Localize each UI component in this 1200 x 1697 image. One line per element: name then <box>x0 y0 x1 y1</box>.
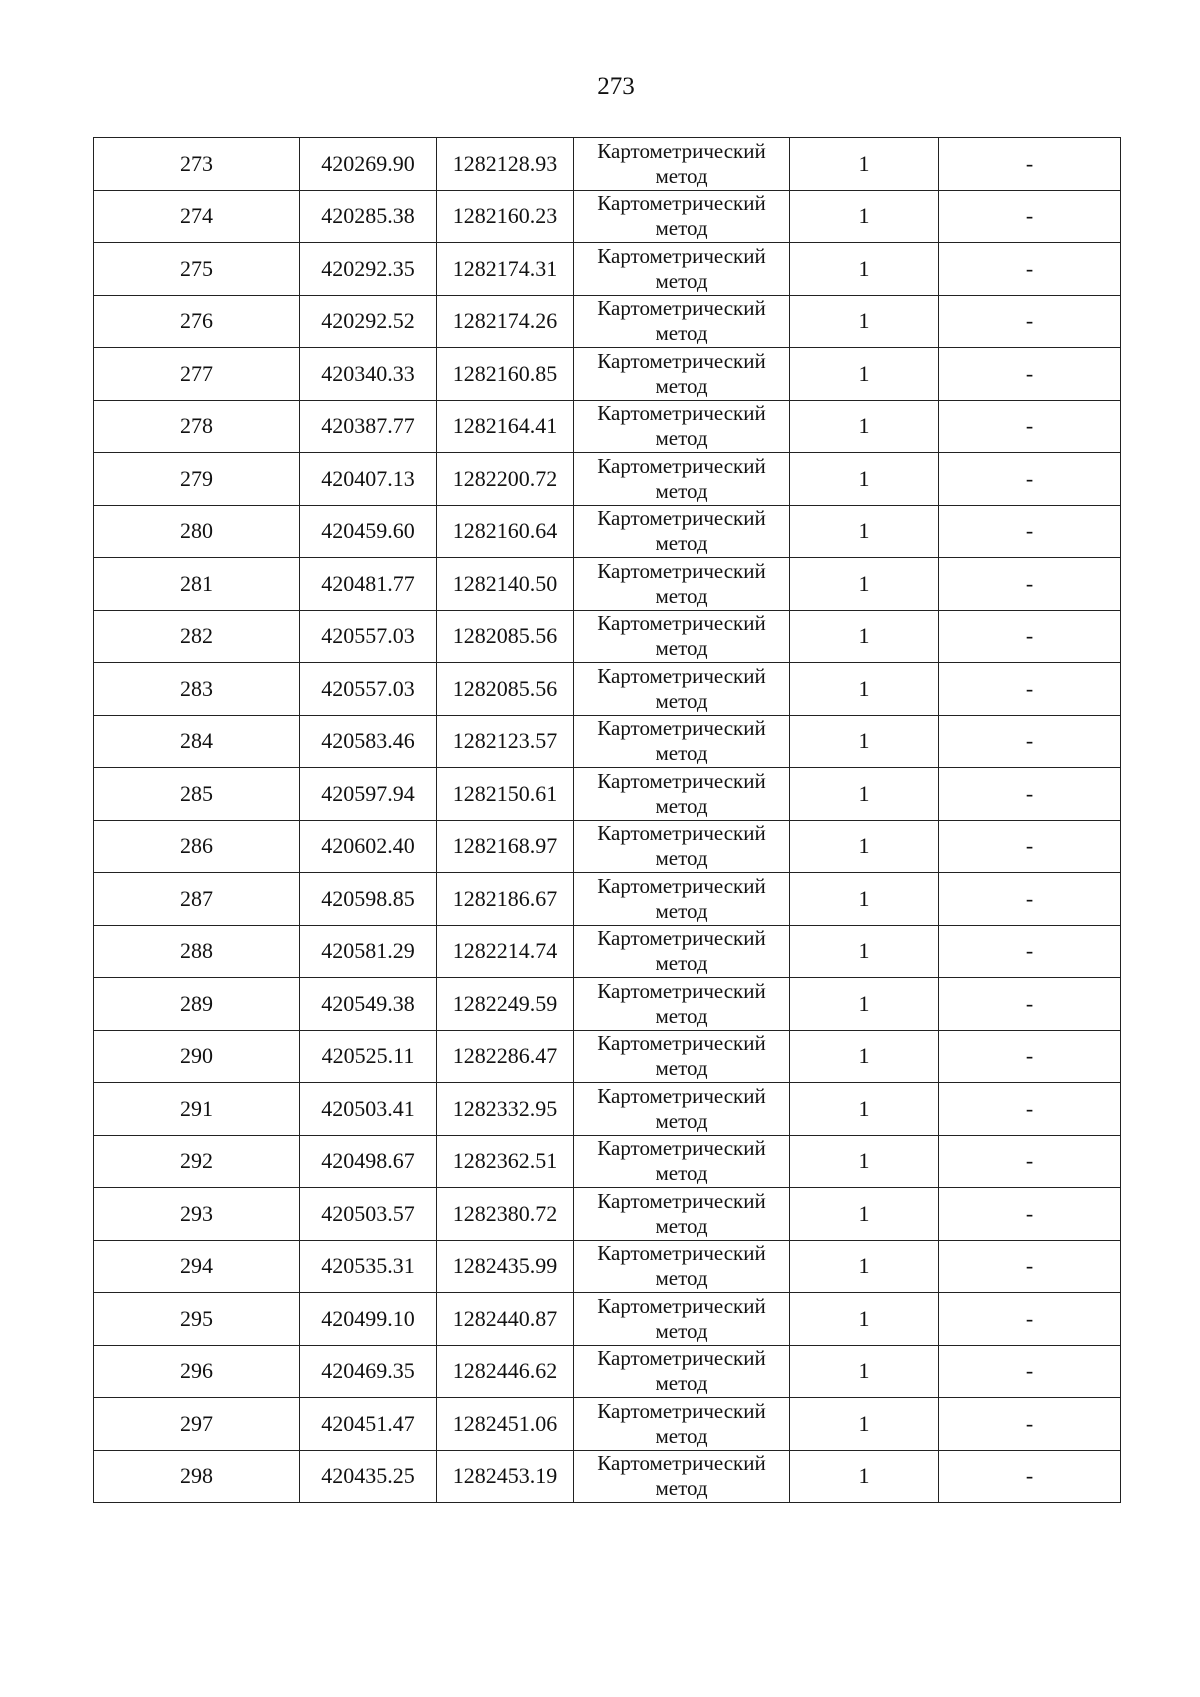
x-coordinate-cell: 420503.57 <box>300 1188 437 1241</box>
description-cell: - <box>939 715 1121 768</box>
method-text: метод <box>655 1476 708 1501</box>
method-text: метод <box>655 846 708 871</box>
table-row <box>94 400 1121 453</box>
method-text: метод <box>655 1266 708 1291</box>
method-text: Картометрический <box>597 821 766 846</box>
accuracy-cell: 1 <box>790 138 939 191</box>
table-row <box>94 1293 1121 1346</box>
point-number-cell: 286 <box>94 820 300 873</box>
y-coordinate-cell: 1282440.87 <box>437 1293 574 1346</box>
method-cell <box>574 1398 790 1451</box>
method-text: Картометрический <box>597 926 766 951</box>
method-text: метод <box>655 688 708 713</box>
method-text: Картометрический <box>597 453 766 478</box>
accuracy-cell: 1 <box>790 295 939 348</box>
x-coordinate-cell: 420535.31 <box>300 1240 437 1293</box>
description-cell: - <box>939 505 1121 558</box>
method-cell <box>574 1188 790 1241</box>
point-number-cell: 278 <box>94 400 300 453</box>
y-coordinate-cell: 1282249.59 <box>437 978 574 1031</box>
y-coordinate-cell: 1282174.26 <box>437 295 574 348</box>
method-text: метод <box>655 163 708 188</box>
method-cell <box>574 138 790 191</box>
description-cell: - <box>939 820 1121 873</box>
table-row <box>94 1188 1121 1241</box>
table-row <box>94 1450 1121 1503</box>
accuracy-cell: 1 <box>790 1030 939 1083</box>
point-number-cell: 274 <box>94 190 300 243</box>
table-row <box>94 505 1121 558</box>
point-number-cell: 277 <box>94 348 300 401</box>
table-row <box>94 1030 1121 1083</box>
method-text: метод <box>655 321 708 346</box>
table-row <box>94 978 1121 1031</box>
point-number-cell: 284 <box>94 715 300 768</box>
method-text: Картометрический <box>597 401 766 426</box>
y-coordinate-cell: 1282380.72 <box>437 1188 574 1241</box>
x-coordinate-cell: 420285.38 <box>300 190 437 243</box>
x-coordinate-cell: 420581.29 <box>300 925 437 978</box>
method-text: метод <box>655 1213 708 1238</box>
method-text: метод <box>655 1161 708 1186</box>
x-coordinate-cell: 420459.60 <box>300 505 437 558</box>
accuracy-cell: 1 <box>790 400 939 453</box>
method-text: метод <box>655 1318 708 1343</box>
table-row <box>94 1345 1121 1398</box>
method-cell <box>574 1135 790 1188</box>
point-number-cell: 273 <box>94 138 300 191</box>
table-row <box>94 295 1121 348</box>
description-cell: - <box>939 243 1121 296</box>
page-number: 273 <box>597 73 635 100</box>
table-row <box>94 243 1121 296</box>
x-coordinate-cell: 420583.46 <box>300 715 437 768</box>
method-cell <box>574 295 790 348</box>
description-cell: - <box>939 1188 1121 1241</box>
y-coordinate-cell: 1282362.51 <box>437 1135 574 1188</box>
accuracy-cell: 1 <box>790 1398 939 1451</box>
point-number-cell: 291 <box>94 1083 300 1136</box>
accuracy-cell: 1 <box>790 1135 939 1188</box>
method-text: метод <box>655 373 708 398</box>
x-coordinate-cell: 420387.77 <box>300 400 437 453</box>
point-number-cell: 275 <box>94 243 300 296</box>
method-text: Картометрический <box>597 348 766 373</box>
method-cell <box>574 243 790 296</box>
method-cell <box>574 663 790 716</box>
method-cell <box>574 505 790 558</box>
point-number-cell: 295 <box>94 1293 300 1346</box>
description-cell: - <box>939 1450 1121 1503</box>
method-text: Картометрический <box>597 1083 766 1108</box>
accuracy-cell: 1 <box>790 610 939 663</box>
accuracy-cell: 1 <box>790 925 939 978</box>
y-coordinate-cell: 1282160.85 <box>437 348 574 401</box>
accuracy-cell: 1 <box>790 453 939 506</box>
x-coordinate-cell: 420269.90 <box>300 138 437 191</box>
method-text: Картометрический <box>597 768 766 793</box>
method-text: Картометрический <box>597 1188 766 1213</box>
description-cell: - <box>939 663 1121 716</box>
method-text: метод <box>655 426 708 451</box>
point-number-cell: 297 <box>94 1398 300 1451</box>
method-text: метод <box>655 531 708 556</box>
method-text: метод <box>655 951 708 976</box>
method-cell <box>574 978 790 1031</box>
description-cell: - <box>939 348 1121 401</box>
accuracy-cell: 1 <box>790 1083 939 1136</box>
method-text: Картометрический <box>597 506 766 531</box>
method-text: Картометрический <box>597 558 766 583</box>
description-cell: - <box>939 138 1121 191</box>
accuracy-cell: 1 <box>790 873 939 926</box>
method-cell <box>574 558 790 611</box>
x-coordinate-cell: 420451.47 <box>300 1398 437 1451</box>
table-row <box>94 610 1121 663</box>
method-text: Картометрический <box>597 1398 766 1423</box>
accuracy-cell: 1 <box>790 243 939 296</box>
description-cell: - <box>939 1345 1121 1398</box>
description-cell: - <box>939 1135 1121 1188</box>
point-number-cell: 292 <box>94 1135 300 1188</box>
point-number-cell: 276 <box>94 295 300 348</box>
description-cell: - <box>939 1398 1121 1451</box>
method-text: Картометрический <box>597 1451 766 1476</box>
method-text: Картометрический <box>597 1241 766 1266</box>
x-coordinate-cell: 420292.35 <box>300 243 437 296</box>
y-coordinate-cell: 1282123.57 <box>437 715 574 768</box>
method-cell <box>574 768 790 821</box>
table-row <box>94 1240 1121 1293</box>
accuracy-cell: 1 <box>790 505 939 558</box>
method-text: метод <box>655 1371 708 1396</box>
table-row <box>94 925 1121 978</box>
description-cell: - <box>939 978 1121 1031</box>
method-cell <box>574 873 790 926</box>
description-cell: - <box>939 1083 1121 1136</box>
method-text: Картометрический <box>597 1346 766 1371</box>
method-text: метод <box>655 636 708 661</box>
method-cell <box>574 190 790 243</box>
description-cell: - <box>939 925 1121 978</box>
method-cell <box>574 1030 790 1083</box>
point-number-cell: 288 <box>94 925 300 978</box>
y-coordinate-cell: 1282286.47 <box>437 1030 574 1083</box>
y-coordinate-cell: 1282200.72 <box>437 453 574 506</box>
y-coordinate-cell: 1282085.56 <box>437 610 574 663</box>
point-number-cell: 279 <box>94 453 300 506</box>
accuracy-cell: 1 <box>790 1293 939 1346</box>
x-coordinate-cell: 420557.03 <box>300 610 437 663</box>
method-cell <box>574 400 790 453</box>
description-cell: - <box>939 295 1121 348</box>
y-coordinate-cell: 1282160.64 <box>437 505 574 558</box>
y-coordinate-cell: 1282332.95 <box>437 1083 574 1136</box>
method-text: Картометрический <box>597 716 766 741</box>
y-coordinate-cell: 1282451.06 <box>437 1398 574 1451</box>
method-text: метод <box>655 268 708 293</box>
x-coordinate-cell: 420503.41 <box>300 1083 437 1136</box>
method-text: Картометрический <box>597 1293 766 1318</box>
y-coordinate-cell: 1282453.19 <box>437 1450 574 1503</box>
method-text: метод <box>655 478 708 503</box>
x-coordinate-cell: 420498.67 <box>300 1135 437 1188</box>
table-row <box>94 1083 1121 1136</box>
accuracy-cell: 1 <box>790 663 939 716</box>
description-cell: - <box>939 610 1121 663</box>
point-number-cell: 282 <box>94 610 300 663</box>
description-cell: - <box>939 1293 1121 1346</box>
accuracy-cell: 1 <box>790 768 939 821</box>
description-cell: - <box>939 873 1121 926</box>
point-number-cell: 287 <box>94 873 300 926</box>
x-coordinate-cell: 420407.13 <box>300 453 437 506</box>
point-number-cell: 293 <box>94 1188 300 1241</box>
x-coordinate-cell: 420557.03 <box>300 663 437 716</box>
method-cell <box>574 925 790 978</box>
method-text: Картометрический <box>597 138 766 163</box>
description-cell: - <box>939 558 1121 611</box>
accuracy-cell: 1 <box>790 820 939 873</box>
accuracy-cell: 1 <box>790 715 939 768</box>
method-cell <box>574 1293 790 1346</box>
method-text: метод <box>655 1003 708 1028</box>
method-cell <box>574 610 790 663</box>
method-text: метод <box>655 216 708 241</box>
y-coordinate-cell: 1282160.23 <box>437 190 574 243</box>
accuracy-cell: 1 <box>790 1240 939 1293</box>
description-cell: - <box>939 453 1121 506</box>
method-text: метод <box>655 1056 708 1081</box>
table-row <box>94 820 1121 873</box>
accuracy-cell: 1 <box>790 348 939 401</box>
method-text: метод <box>655 583 708 608</box>
accuracy-cell: 1 <box>790 1450 939 1503</box>
y-coordinate-cell: 1282150.61 <box>437 768 574 821</box>
table-row <box>94 190 1121 243</box>
method-text: Картометрический <box>597 243 766 268</box>
accuracy-cell: 1 <box>790 1345 939 1398</box>
method-text: Картометрический <box>597 191 766 216</box>
description-cell: - <box>939 400 1121 453</box>
method-cell <box>574 715 790 768</box>
method-text: Картометрический <box>597 611 766 636</box>
method-cell <box>574 453 790 506</box>
table-row <box>94 348 1121 401</box>
point-number-cell: 298 <box>94 1450 300 1503</box>
description-cell: - <box>939 190 1121 243</box>
x-coordinate-cell: 420435.25 <box>300 1450 437 1503</box>
point-number-cell: 294 <box>94 1240 300 1293</box>
y-coordinate-cell: 1282435.99 <box>437 1240 574 1293</box>
table-row <box>94 1398 1121 1451</box>
accuracy-cell: 1 <box>790 978 939 1031</box>
y-coordinate-cell: 1282085.56 <box>437 663 574 716</box>
method-cell <box>574 820 790 873</box>
method-cell <box>574 1240 790 1293</box>
y-coordinate-cell: 1282214.74 <box>437 925 574 978</box>
table-row <box>94 138 1121 191</box>
x-coordinate-cell: 420602.40 <box>300 820 437 873</box>
x-coordinate-cell: 420481.77 <box>300 558 437 611</box>
method-cell <box>574 348 790 401</box>
x-coordinate-cell: 420549.38 <box>300 978 437 1031</box>
accuracy-cell: 1 <box>790 558 939 611</box>
point-number-cell: 285 <box>94 768 300 821</box>
accuracy-cell: 1 <box>790 190 939 243</box>
description-cell: - <box>939 1030 1121 1083</box>
coordinates-table <box>93 137 1121 1503</box>
y-coordinate-cell: 1282164.41 <box>437 400 574 453</box>
x-coordinate-cell: 420292.52 <box>300 295 437 348</box>
table-row <box>94 873 1121 926</box>
table-row <box>94 715 1121 768</box>
point-number-cell: 296 <box>94 1345 300 1398</box>
point-number-cell: 281 <box>94 558 300 611</box>
table-row <box>94 1135 1121 1188</box>
point-number-cell: 283 <box>94 663 300 716</box>
x-coordinate-cell: 420525.11 <box>300 1030 437 1083</box>
method-text: Картометрический <box>597 663 766 688</box>
x-coordinate-cell: 420499.10 <box>300 1293 437 1346</box>
accuracy-cell: 1 <box>790 1188 939 1241</box>
point-number-cell: 280 <box>94 505 300 558</box>
y-coordinate-cell: 1282140.50 <box>437 558 574 611</box>
method-text: Картометрический <box>597 1136 766 1161</box>
method-text: Картометрический <box>597 296 766 321</box>
y-coordinate-cell: 1282128.93 <box>437 138 574 191</box>
x-coordinate-cell: 420598.85 <box>300 873 437 926</box>
x-coordinate-cell: 420597.94 <box>300 768 437 821</box>
x-coordinate-cell: 420340.33 <box>300 348 437 401</box>
method-text: метод <box>655 793 708 818</box>
method-text: метод <box>655 741 708 766</box>
method-text: метод <box>655 898 708 923</box>
coordinates-table-body <box>94 138 1121 1503</box>
method-cell <box>574 1083 790 1136</box>
method-text: метод <box>655 1423 708 1448</box>
method-text: Картометрический <box>597 1031 766 1056</box>
y-coordinate-cell: 1282168.97 <box>437 820 574 873</box>
description-cell: - <box>939 768 1121 821</box>
table-row <box>94 453 1121 506</box>
method-text: метод <box>655 1108 708 1133</box>
method-text: Картометрический <box>597 873 766 898</box>
table-row <box>94 768 1121 821</box>
table-row <box>94 663 1121 716</box>
x-coordinate-cell: 420469.35 <box>300 1345 437 1398</box>
point-number-cell: 289 <box>94 978 300 1031</box>
method-cell <box>574 1450 790 1503</box>
y-coordinate-cell: 1282174.31 <box>437 243 574 296</box>
description-cell: - <box>939 1240 1121 1293</box>
y-coordinate-cell: 1282446.62 <box>437 1345 574 1398</box>
point-number-cell: 290 <box>94 1030 300 1083</box>
y-coordinate-cell: 1282186.67 <box>437 873 574 926</box>
method-cell <box>574 1345 790 1398</box>
table-row <box>94 558 1121 611</box>
method-text: Картометрический <box>597 978 766 1003</box>
